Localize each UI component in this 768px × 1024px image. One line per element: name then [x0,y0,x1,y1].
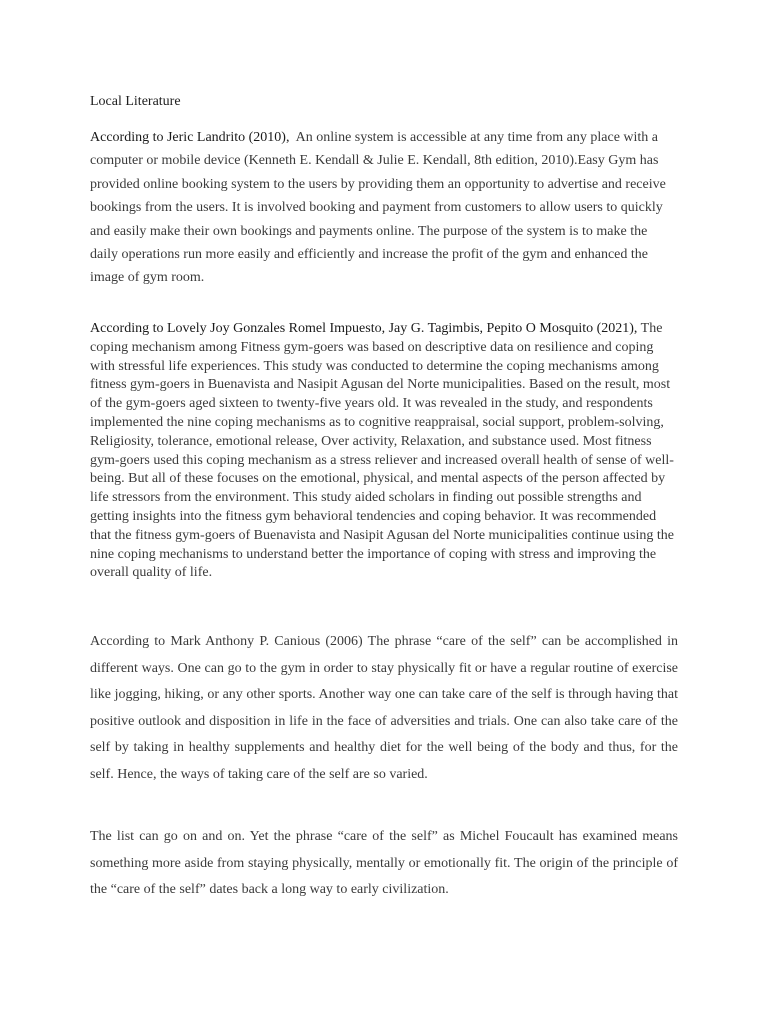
paragraph-canious [90,629,678,788]
paragraph-gonzales [90,320,678,583]
paragraph-landrito [90,126,678,290]
paragraph-body: The list can go on and on. Yet the phrase “care of the self” as Michel Foucault has examined means something more aside from staying physically, mentally or emotionally fit. The origin of the principle of the “care of the self” dates back a long way to early civilization. [90,829,678,897]
paragraph-body: The coping mechanism among Fitness gym-goers was based on descriptive data on resilience and coping with stressful life experiences. This study was conducted to determine the coping mechanisms among fitness gym-goers in Buenavista and Nasipit Agusan del Norte municipalities. Based on the result, most of the gym-goers aged sixteen to twenty-five years old. It was revealed in the study, and respondents implemented the nine coping mechanisms as to cognitive reappraisal, social support, problem-solving, Religiosity, tolerance, emotional release, Over activity, Relaxation, and substance used. Most fitness gym-goers used this coping mechanism as a stress reliever and increased overall health of sense of well-being. But all of these focuses on the emotional, physical, and mental aspects of the person affected by life stressors from the environment. This study aided scholars in finding out possible strengths and getting insights into the fitness gym behavioral tendencies and coping behavior. It was recommended that the fitness gym-goers of Buenavista and Nasipit Agusan del Norte municipalities continue using the nine coping mechanisms to understand better the importance of coping with stress and improving the overall quality of life. [90,321,674,581]
paragraph-lead-citation: According to Lovely Joy Gonzales Romel Impuesto, Jay G. Tagimbis, Pepito O Mosquito (2021), [90,321,638,336]
paragraph-lead-citation: According to Jeric Landrito (2010), [90,130,290,145]
section-heading: Local Literature [90,94,181,109]
paragraph-body: According to Mark Anthony P. Canious (2006) The phrase “care of the self” can be accomplished in different ways. One can go to the gym in order to stay physically fit or have a regular routine of exercise like jogging, hiking, or any other sports. Another way one can take care of the self is through having that positive outlook and disposition in life in the face of adversities and trials. One can also take care of the self by taking in healthy supplements and healthy diet for the well being of the body and thus, for the self. Hence, the ways of taking care of the self are so varied. [90,634,678,782]
paragraph-foucault [90,824,678,904]
paragraph-body: An online system is accessible at any time from any place with a computer or mobile device (Kenneth E. Kendall & Julie E. Kendall, 8th edition, 2010).Easy Gym has provided online booking system to the users by providing them an opportunity to advertise and receive bookings from the users. It is involved booking and payment from customers to allow users to quickly and easily make their own bookings and payments online. The purpose of the system is to make the daily operations run more easily and efficiently and increase the profit of the gym and enhanced the image of gym room. [90,130,670,286]
